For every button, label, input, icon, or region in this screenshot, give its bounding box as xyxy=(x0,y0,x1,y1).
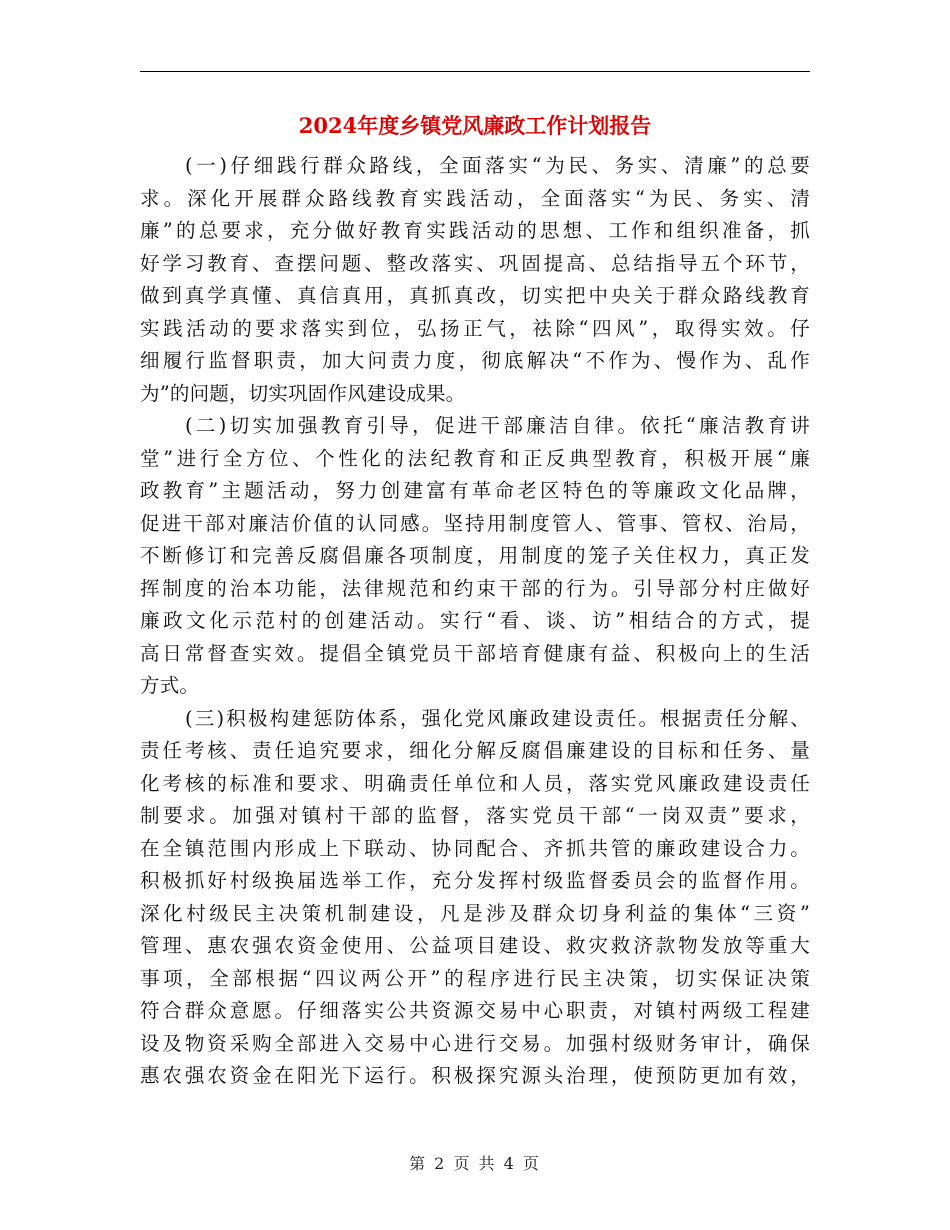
paragraph-line: 为”的问题，切实巩固作风建设成果。 xyxy=(140,381,466,405)
paragraph-line: 在全镇范围内形成上下联动、协同配合、齐抓共管的廉政建设合力。 xyxy=(140,836,810,860)
paragraph-line: 挥制度的治本功能，法律规范和约束干部的行为。引导部分村庄做好 xyxy=(140,576,810,600)
paragraph-line: 惠农强农资金在阳光下运行。积极探究源头治理，使预防更加有效， xyxy=(140,1064,810,1087)
paragraph-line: 廉”的总要求，充分做好教育实践活动的思想、工作和组织准备，抓 xyxy=(140,219,810,242)
paragraph-line: 做到真学真懂、真信真用，真抓真改，切实把中央关于群众路线教育 xyxy=(140,284,810,307)
paragraph-3 xyxy=(140,703,810,1093)
paragraph-line: 事项，全部根据“四议两公开”的程序进行民主决策，切实保证决策 xyxy=(140,966,810,990)
paragraph-line: 化考核的标准和要求、明确责任单位和人员，落实党风廉政建设责任 xyxy=(140,771,810,795)
paragraph-line: 制要求。加强对镇村干部的监督，落实党员干部“一岗双责”要求， xyxy=(140,804,810,827)
paragraph-line: 廉政文化示范村的创建活动。实行“看、谈、访”相结合的方式，提 xyxy=(140,609,810,632)
paragraph-line: (一)仔细践行群众路线，全面落实“为民、务实、清廉”的总要 xyxy=(185,154,810,177)
paragraph-line: 堂”进行全方位、个性化的法纪教育和正反典型教育，积极开展“廉 xyxy=(140,446,810,470)
paragraph-line: 方式。 xyxy=(140,674,200,697)
paragraph-line: 细履行监督职责，加大问责力度，彻底解决“不作为、慢作为、乱作 xyxy=(140,349,810,372)
paragraph-line: 求。深化开展群众路线教育实践活动，全面落实“为民、务实、清 xyxy=(140,186,810,210)
paragraph-line: 促进干部对廉洁价值的认同感。坚持用制度管人、管事、管权、治局， xyxy=(140,511,810,535)
paragraph-line: 不断修订和完善反腐倡廉各项制度，用制度的笼子关住权力，真正发 xyxy=(140,544,810,567)
header-rule xyxy=(140,71,810,72)
page-number-footer: 第 2 页 共 4 页 xyxy=(409,1154,541,1173)
document-title: 2024年度乡镇党风廉政工作计划报告 xyxy=(298,113,652,138)
paragraph-line: 好学习教育、查摆问题、整改落实、巩固提高、总结指导五个环节， xyxy=(140,251,810,275)
paragraph-line: 设及物资采购全部进入交易中心进行交易。加强村级财务审计，确保 xyxy=(140,1031,810,1055)
paragraph-2 xyxy=(140,410,810,703)
paragraph-line: 政教育”主题活动，努力创建富有革命老区特色的等廉政文化品牌， xyxy=(140,479,810,502)
paragraph-line: 管理、惠农强农资金使用、公益项目建设、救灾救济款物发放等重大 xyxy=(140,934,810,957)
paragraph-line: 实践活动的要求落实到位，弘扬正气，祛除“四风”，取得实效。仔 xyxy=(140,316,810,340)
paragraph-line: 责任考核、责任追究要求，细化分解反腐倡廉建设的目标和任务、量 xyxy=(140,739,810,762)
paragraph-line: 深化村级民主决策机制建设，凡是涉及群众切身利益的集体“三资” xyxy=(140,901,810,925)
paragraph-1 xyxy=(140,150,810,410)
paragraph-line: (三)积极构建惩防体系，强化党风廉政建设责任。根据责任分解、 xyxy=(185,706,810,730)
document-body xyxy=(140,150,810,1093)
paragraph-line: 积极抓好村级换届选举工作，充分发挥村级监督委员会的监督作用。 xyxy=(140,869,810,892)
paragraph-line: 符合群众意愿。仔细落实公共资源交易中心职责，对镇村两级工程建 xyxy=(140,999,810,1022)
paragraph-line: 高日常督查实效。提倡全镇党员干部培育健康有益、积极向上的生活 xyxy=(140,641,810,665)
paragraph-line: (二)切实加强教育引导，促进干部廉洁自律。依托“廉洁教育讲 xyxy=(185,414,810,437)
